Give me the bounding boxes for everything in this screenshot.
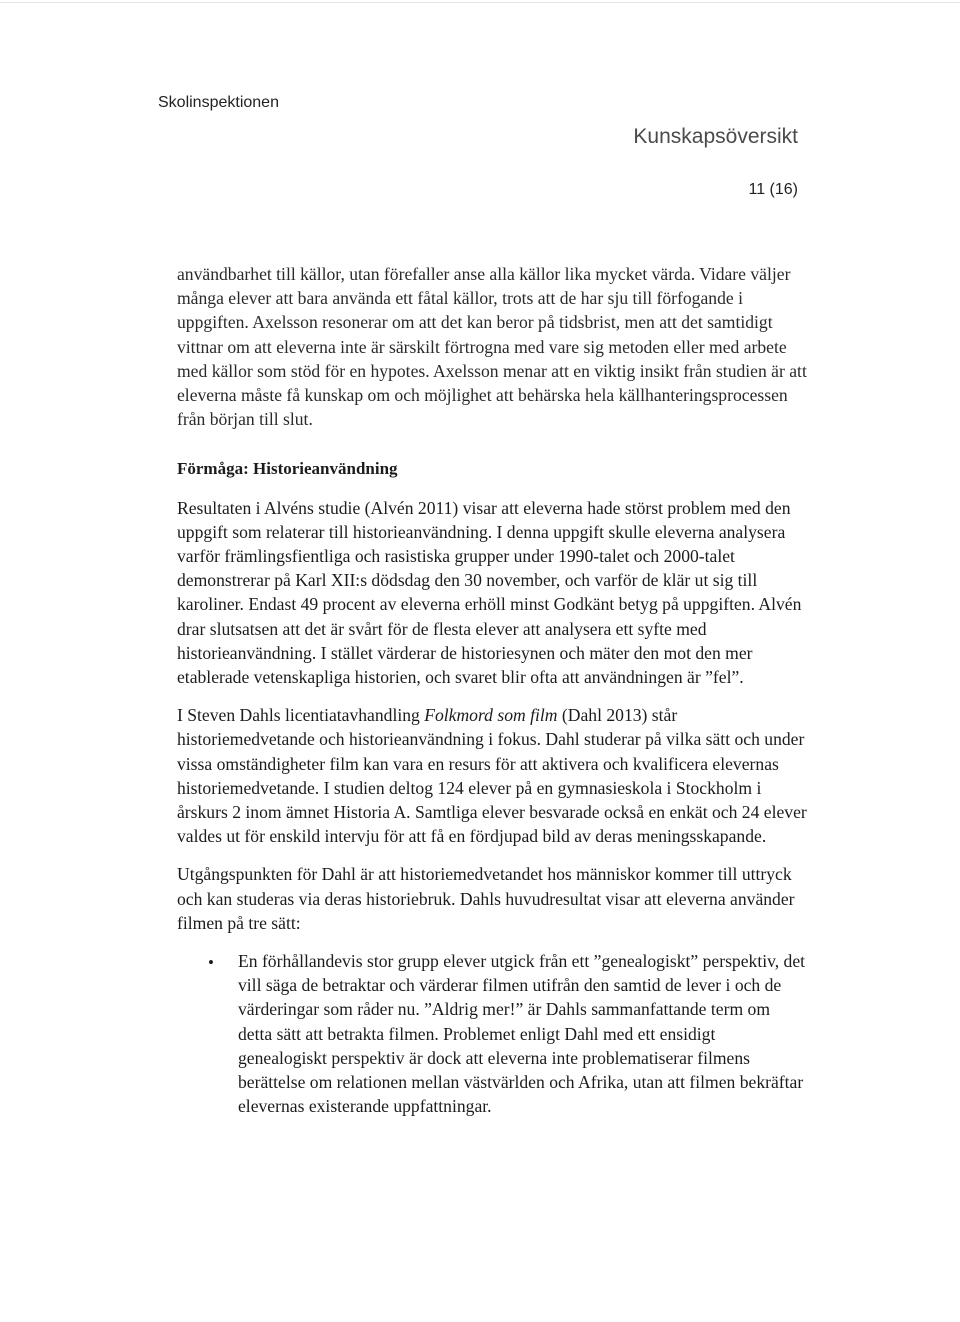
document-type-title: Kunskapsöversikt <box>633 125 798 148</box>
thesis-title: Folkmord som film <box>424 705 558 726</box>
page-top-edge <box>0 2 960 3</box>
page-number: 11 (16) <box>748 181 798 198</box>
organization-name: Skolinspektionen <box>158 94 279 111</box>
results-bullet-list <box>177 949 807 1118</box>
paragraph-dahl-intro: I Steven Dahls licentiatavhandling <box>177 705 425 726</box>
paragraph-dahl-results: Utgångspunkten för Dahl är att historiemedvetandet hos människor kommer till uttryck och kan studeras via deras historiebruk. Dahls huvudresultat visar att eleverna använder filmen på tre sätt: <box>177 864 795 933</box>
list-item-text: En förhållandevis stor grupp elever utgick från ett ”genealogiskt” perspektiv, det vill säga de betraktar och värderar filmen utifrån den samtid de lever i och de värderingar som råder nu. ”Aldrig mer!” är Dahls sammanfattande term om detta sätt att betrakta filmen. Problemet enligt Dahl med ett ensidigt genealogiskt perspektiv är dock att eleverna inte problematiserar filmens berättelse om relationen mellan västvärlden och Afrika, utan att filmen bekräftar elevernas existerande uppfattningar. <box>238 951 806 1117</box>
paragraph-dahl-thesis <box>177 703 807 848</box>
paragraph-axelsson: användbarhet till källor, utan förefaller anse alla källor lika mycket värda. Vidare väljer många elever att bara använda ett fåtal källor, trots att de har sju till förfogande i uppgiften. Axelsson resonerar om att det kan beror på tidsbrist, men att det samtidigt vittnar om att eleverna inte är särskilt förtrogna med vare sig metoden eller med arbete med källor som stöd för en hypotes. Axelsson menar att en viktig insikt från studien är att eleverna måste få kunskap om och möjlighet att behärska hela källhanteringsprocessen från början till slut. <box>177 264 807 430</box>
paragraph-alven: Resultaten i Alvéns studie (Alvén 2011) visar att eleverna hade störst problem med den uppgift som relaterar till historieanvändning. I denna uppgift skulle eleverna analysera varför främlingsfientliga och rasistiska grupper under 1990-talet och 2000-talet demonstrerar på Karl XII:s dödsdag den 30 november, och varför de klär ut sig till karoliner. Endast 49 procent av eleverna erhöll minst Godkänt betyg på uppgiften. Alvén drar slutsatsen att det är svårt för de flesta elever att analysera ett syfte med historieanvändning. I stället värderar de historiesynen och mäter den mot den mer etablerade vetenskapliga historien, och svaret blir ofta att användningen är ”fel”. <box>177 497 802 688</box>
bullet-icon: • <box>208 953 214 973</box>
document-body <box>177 262 807 1119</box>
list-item <box>177 949 807 1118</box>
section-heading: Förmåga: Historieanvändning <box>177 459 398 479</box>
paragraph-dahl-rest: (Dahl 2013) står historiemedvetande och historieanvändning i fokus. Dahl studerar på vilka sätt och under vissa omständigheter film kan vara en resurs för att aktivera och kvalificera elevernas historiemedvetande. I studien deltog 124 elever på en gymnasieskola i Stockholm i årskurs 2 inom ämnet Historia A. Samtliga elever besvarade också en enkät och 24 elever valdes ut för enskild intervju för att få en fördjupad bild av deras meningsskapande. <box>177 705 807 847</box>
